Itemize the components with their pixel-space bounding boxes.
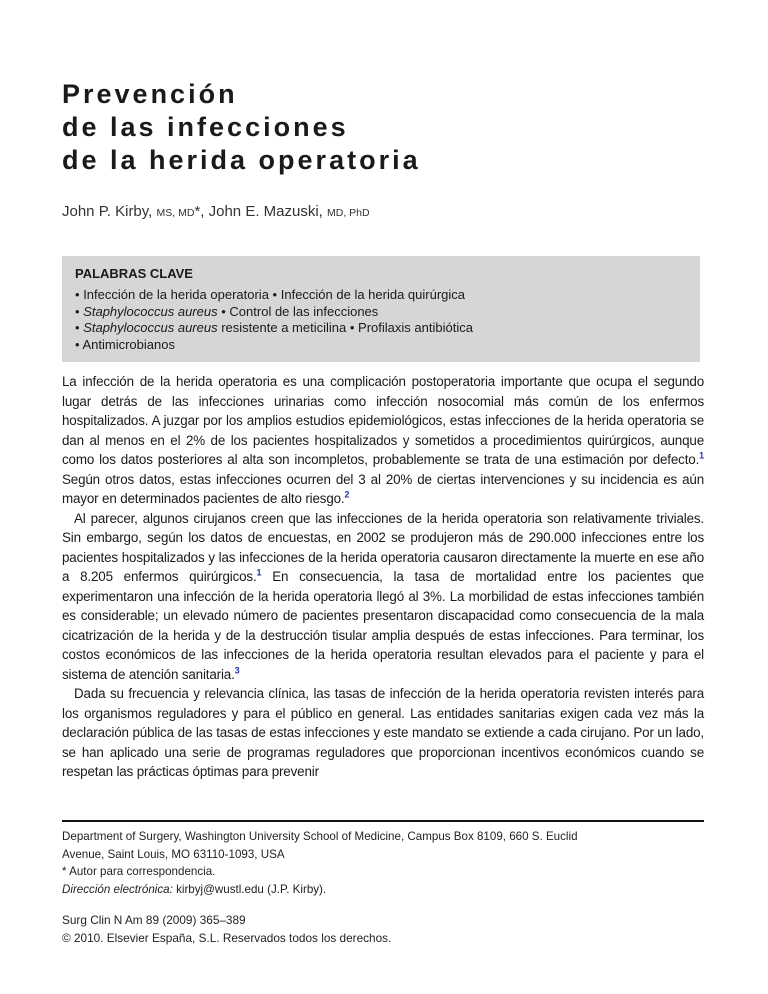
author-degree: MS, MD	[156, 207, 195, 219]
keyword-line	[75, 287, 687, 304]
keyword: Staphylococcus aureus	[83, 320, 218, 335]
keyword: Infección de la herida quirúrgica	[280, 287, 466, 302]
author-name: John P. Kirby,	[62, 203, 153, 220]
author-name: John E. Mazuski,	[208, 203, 323, 220]
authors	[62, 203, 370, 220]
keyword: Antimicrobianos	[82, 336, 175, 352]
correspondence-note: * Autor para correspondencia.	[62, 865, 216, 878]
keyword-line	[75, 337, 687, 354]
affiliation: Avenue, Saint Louis, MO 63110-1093, USA	[62, 847, 285, 861]
author-degree: MD, PhD	[327, 207, 370, 219]
keyword: Control de las infecciones	[229, 303, 379, 319]
title-line: de las infecciones	[62, 112, 349, 142]
keywords-box	[62, 256, 700, 362]
text: En consecuencia, la tasa de mortalidad entre los pacientes que experimentaron una infección de la herida operatoria llegó al 3%. La morbilidad de estas infecciones también es considerable; un elevado número de pacientes presentaron discapacidad como consecuencia de la mala cicatrización de la herida y de la destrucción tisular amplia después de estas infecciones. Para terminar, los costos económicos de las infecciones de la herida operatoria resultan elevados para el paciente y para el sistema de atención sanitaria.	[62, 569, 704, 682]
email-line	[62, 881, 722, 899]
affiliation: Department of Surgery, Washington University School of Medicine, Campus Box 8109, 660 S. Euclid	[62, 830, 578, 843]
keyword-line	[75, 304, 687, 321]
keywords-heading: PALABRAS CLAVE	[75, 266, 193, 281]
keyword: Profilaxis antibiótica	[358, 320, 473, 335]
reference-link[interactable]: 1	[256, 567, 262, 578]
journal-citation: Surg Clin N Am 89 (2009) 365–389	[62, 913, 246, 927]
bullet: •	[75, 336, 80, 352]
bullet: •	[272, 287, 278, 302]
copyright: © 2010. Elsevier España, S.L. Reservados todos los derechos.	[62, 930, 392, 945]
paragraph: Dada su frecuencia y relevancia clínica, las tasas de infección de la herida operatoria revisten interés para los organismos reguladores y para el público en general. Las entidades sanitarias exigen cada vez más la declaración pública de las tasas de estas infecciones y este mandato se extiende a cada cirujano. Por un lado, se han aplicado una serie de programas reguladores que proporcionan incentivos económicos cuando se respetan las prácticas óptimas para prevenir	[62, 686, 704, 779]
title-line: Prevención	[62, 79, 238, 109]
article-title	[62, 78, 421, 177]
bullet: •	[75, 320, 80, 335]
paragraph	[62, 372, 704, 509]
email-label: Dirección electrónica:	[62, 882, 173, 896]
text: Al parecer, algunos cirujanos creen que las infecciones de la herida operatoria son relativamente triviales. Sin embargo, según los datos de encuestas, en 2002 se produjeron más de 290.000 infecciones entre los pacientes hospitalizados y las infecciones de la herida operatoria causaron directamente la muerte en ese año a 8.205 enfermos quirúrgicos.	[62, 510, 704, 584]
text: Según otros datos, estas infecciones ocurren del 3 al 20% de ciertas intervenciones y su incidencia es aún mayor en determinados pacientes de alto riesgo.	[62, 471, 704, 506]
bullet: •	[221, 303, 226, 319]
keyword-line	[75, 320, 687, 337]
title-line: de la herida operatoria	[62, 145, 421, 175]
reference-link[interactable]: 3	[234, 665, 240, 676]
reference-link[interactable]: 1	[699, 450, 704, 461]
reference-link[interactable]: 2	[344, 489, 350, 500]
citation	[62, 912, 391, 947]
keyword: Staphylococcus aureus	[83, 303, 218, 319]
corresponding-mark: *,	[194, 203, 205, 220]
paragraph	[62, 509, 704, 685]
affiliation-footnote	[62, 828, 722, 898]
keyword: Infección de la herida operatoria	[83, 287, 269, 302]
bullet: •	[75, 287, 80, 302]
keyword: resistente a meticilina	[217, 320, 347, 335]
email[interactable]: kirbyj@wustl.edu (J.P. Kirby).	[172, 882, 327, 896]
bullet: •	[75, 303, 80, 319]
text: La infección de la herida operatoria es una complicación postoperatoria importante que ocupa el segundo lugar detrás de las infecciones urinarias como infección nosocomial más común de los enfermos hospitalizados. A juzgar por los amplios estudios epidemiológicos, estas infecciones de la herida operatoria se dan al menos en el 2% de los pacientes hospitalizados y sometidos a procedimientos quirúrgicos, aunque como los datos posteriores al alta son incompletos, probablemente se trata de una estimación por defecto.	[62, 374, 704, 467]
footnote-divider	[62, 820, 704, 822]
article-body	[62, 372, 704, 782]
bullet: •	[349, 320, 355, 335]
